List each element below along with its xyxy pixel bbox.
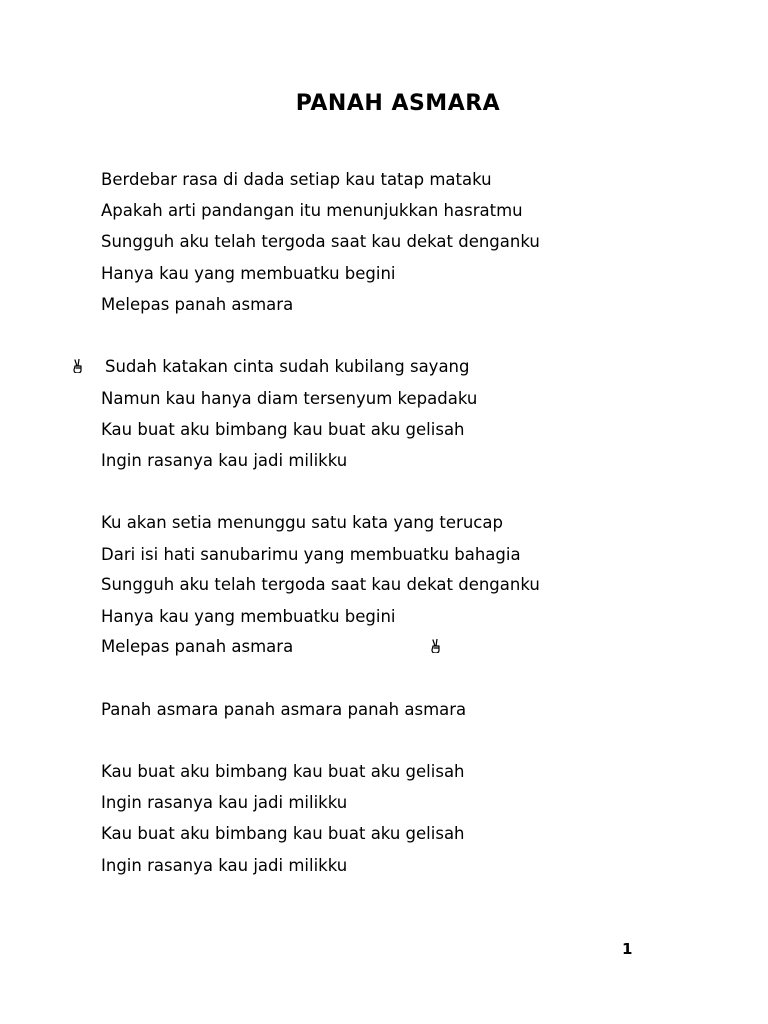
lyric-line: Melepas panah asmara (101, 637, 294, 656)
lyric-line: Ingin rasanya kau jadi milikku (101, 793, 348, 812)
lyric-line: Apakah arti pandangan itu menunjukkan hasratmu (101, 201, 523, 220)
page-number: 1 (622, 940, 633, 958)
lyric-line: Melepas panah asmara (101, 295, 294, 314)
song-title: PANAH ASMARA (295, 91, 501, 116)
lyric-line: Sungguh aku telah tergoda saat kau dekat denganku (101, 232, 540, 251)
hand-victory-icon (430, 639, 442, 653)
lyric-line: Dari isi hati sanubarimu yang membuatku bahagia (101, 545, 521, 564)
lyric-line: Sudah katakan cinta sudah kubilang sayang (105, 357, 470, 376)
lyric-line: Namun kau hanya diam tersenyum kepadaku (101, 389, 478, 408)
lyric-line: Berdebar rasa di dada setiap kau tatap mataku (101, 170, 492, 189)
lyric-line: Panah asmara panah asmara panah asmara (101, 700, 467, 719)
lyric-line: Hanya kau yang membuatku begini (101, 264, 396, 283)
lyric-line: Kau buat aku bimbang kau buat aku gelisah (101, 420, 465, 439)
lyric-line: Ingin rasanya kau jadi milikku (101, 856, 348, 875)
lyric-line: Ku akan setia menunggu satu kata yang terucap (101, 513, 503, 532)
hand-victory-icon (72, 359, 84, 373)
lyric-line: Ingin rasanya kau jadi milikku (101, 451, 348, 470)
lyric-line: Kau buat aku bimbang kau buat aku gelisah (101, 824, 465, 843)
lyric-line: Kau buat aku bimbang kau buat aku gelisah (101, 762, 465, 781)
lyric-line: Sungguh aku telah tergoda saat kau dekat denganku (101, 575, 540, 594)
lyric-line: Hanya kau yang membuatku begini (101, 607, 396, 626)
